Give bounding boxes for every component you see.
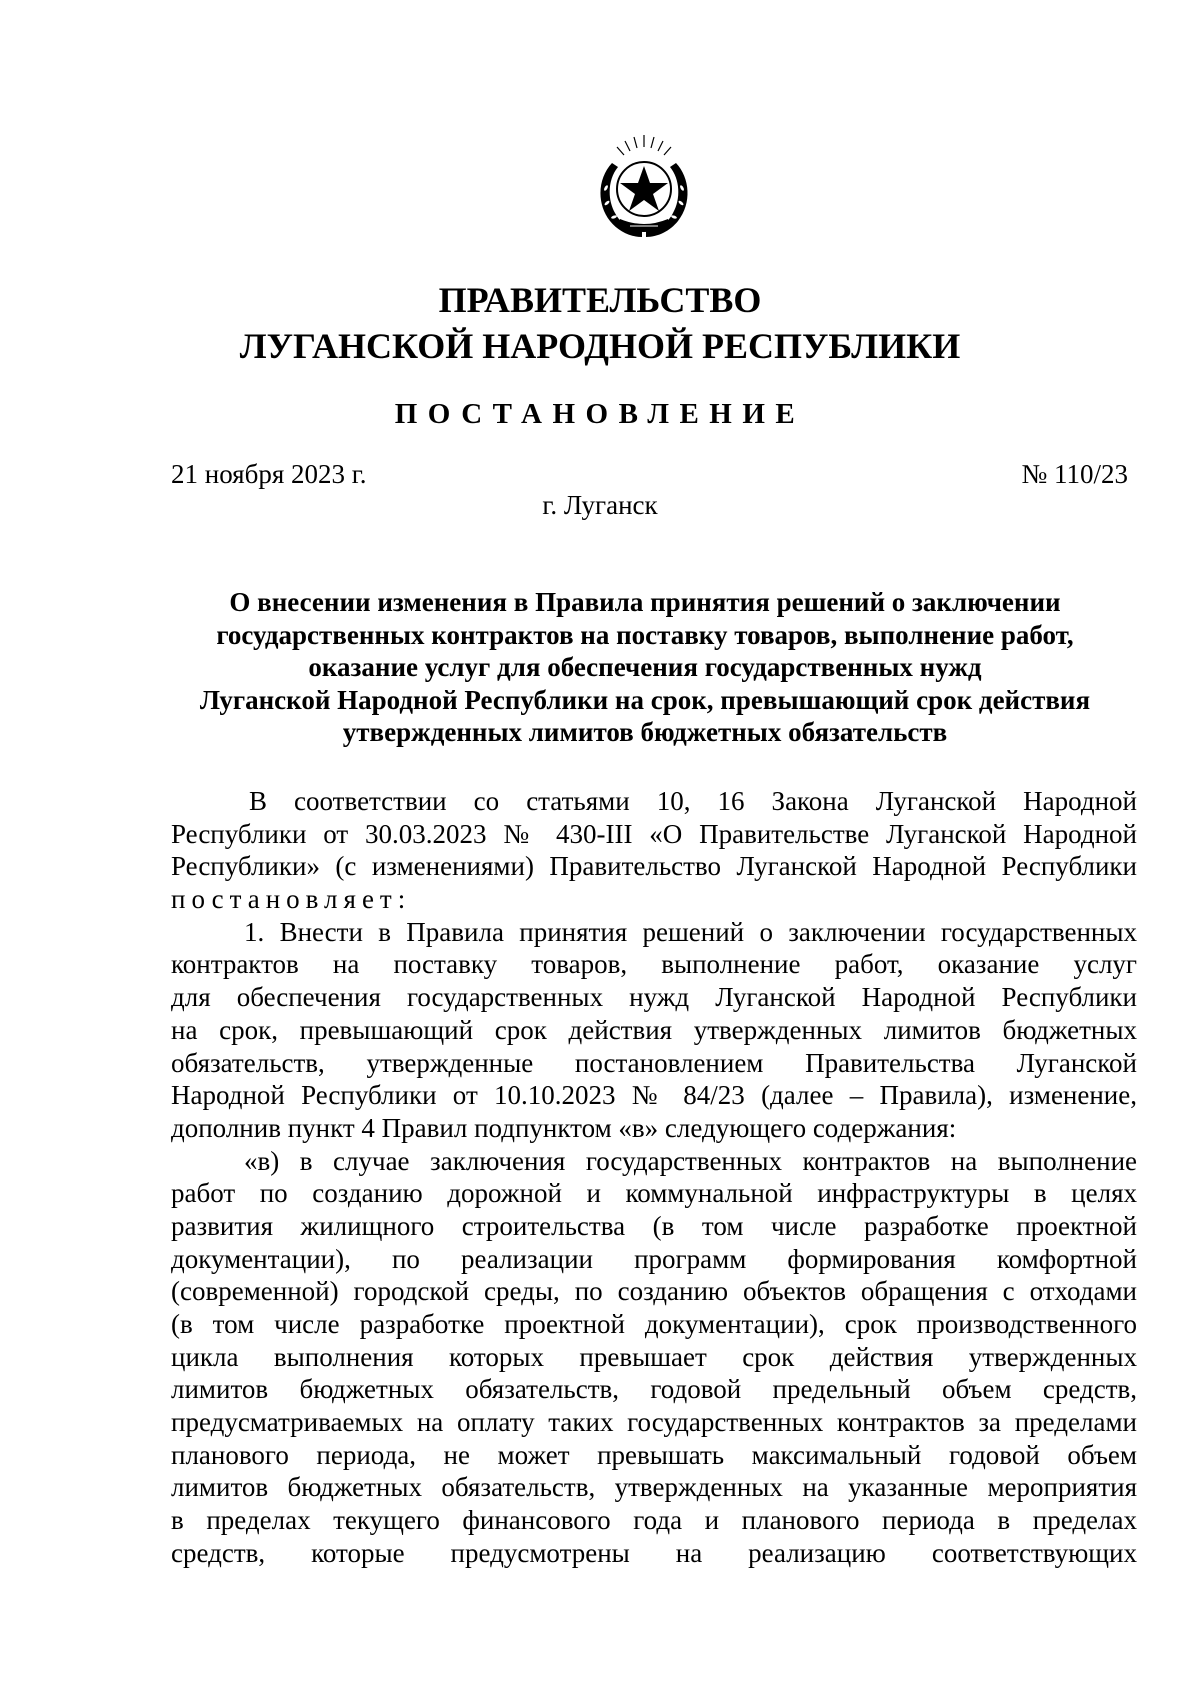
document-type-heading: ПОСТАНОВЛЕНИЕ xyxy=(394,398,806,430)
body-line: развития жилищного строительства (в том числе разработке проектной xyxy=(171,1210,1137,1241)
coat-of-arms-emblem xyxy=(590,133,698,245)
body-line: Республики от 30.03.2023 № 430-III «О Правительстве Луганской Народной xyxy=(171,818,1137,849)
decree-date: 21 ноября 2023 г. xyxy=(171,459,367,489)
subject-line: государственных контрактов на поставку товаров, выполнение работ, xyxy=(216,619,1074,650)
body-line: планового периода, не может превышать максимальный годовой объем xyxy=(171,1439,1137,1470)
body-line: на срок, превышающий срок действия утвержденных лимитов бюджетных xyxy=(171,1014,1137,1045)
subject-line: утвержденных лимитов бюджетных обязательств xyxy=(342,717,948,748)
body-line: В соответствии со статьями 10, 16 Закона Луганской Народной xyxy=(249,786,1137,816)
body-line: средств, которые предусмотрены на реализацию соответствующих xyxy=(171,1537,1137,1568)
subject-line: оказание услуг для обеспечения государственных нужд xyxy=(308,652,982,683)
body-line: цикла выполнения которых превышает срок действия утвержденных xyxy=(171,1341,1137,1372)
body-line: Республики» (с изменениями) Правительство Луганской Народной Республики xyxy=(171,851,1137,882)
body-line: «в) в случае заключения государственных контрактов на выполнение xyxy=(244,1145,1137,1176)
body-line: (современной) городской среды, по созданию объектов обращения с отходами xyxy=(171,1276,1137,1307)
body-line: лимитов бюджетных обязательств, годовой предельный объем средств, xyxy=(171,1374,1137,1405)
decree-subject xyxy=(160,586,1130,749)
body-line: дополнив пункт 4 Правил подпунктом «в» следующего содержания: xyxy=(171,1112,957,1143)
body-line: в пределах текущего финансового года и планового периода в пределах xyxy=(171,1505,1137,1536)
body-line: для обеспечения государственных нужд Луганской Народной Республики xyxy=(171,982,1137,1013)
body-line: Народной Республики от 10.10.2023 № 84/23 (далее – Правила), изменение, xyxy=(171,1080,1137,1111)
decree-city: г. Луганск xyxy=(542,490,658,520)
subject-line: О внесении изменения в Правила принятия решений о заключении xyxy=(229,587,1061,617)
body-line: контрактов на поставку товаров, выполнение работ, оказание услуг xyxy=(171,949,1137,980)
body-line: работ по созданию дорожной и коммунальной инфраструктуры в целях xyxy=(171,1178,1137,1209)
government-title-line1: ПРАВИТЕЛЬСТВО xyxy=(438,280,762,320)
body-line: документации), по реализации программ формирования комфортной xyxy=(171,1243,1137,1274)
body-line: постановляет: xyxy=(171,884,412,915)
body-line: обязательств, утвержденные постановлением Правительства Луганской xyxy=(171,1047,1137,1078)
decree-number: № 110/23 xyxy=(1021,459,1128,489)
government-title-line2: ЛУГАНСКОЙ НАРОДНОЙ РЕСПУБЛИКИ xyxy=(239,326,961,366)
body-line: предусматриваемых на оплату таких государственных контрактов за пределами xyxy=(171,1407,1137,1438)
subject-line: Луганской Народной Республики на срок, превышающий срок действия xyxy=(199,684,1091,715)
body-line: 1. Внести в Правила принятия решений о заключении государственных xyxy=(244,916,1137,947)
body-line: лимитов бюджетных обязательств, утвержденных на указанные мероприятия xyxy=(171,1472,1137,1503)
body-line: (в том числе разработке проектной документации), срок производственного xyxy=(171,1309,1137,1339)
decree-body xyxy=(171,785,1137,1570)
